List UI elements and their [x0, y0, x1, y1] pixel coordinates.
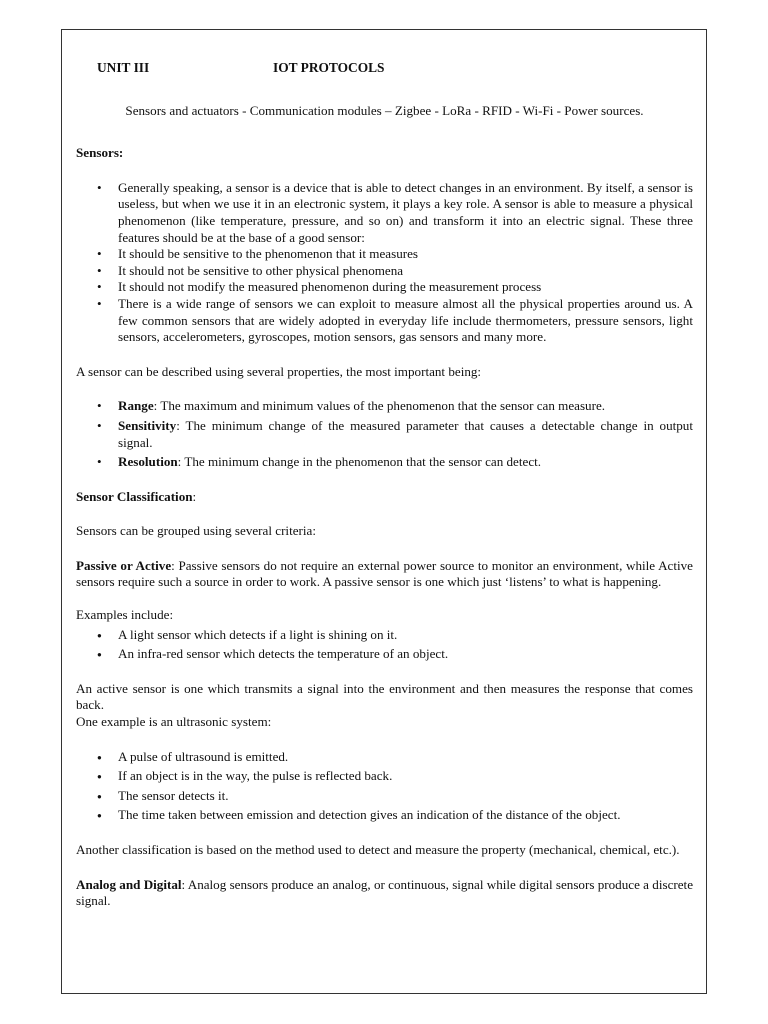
unit-title: IOT PROTOCOLS [273, 60, 385, 75]
property-term: Sensitivity [118, 417, 177, 433]
list-item: • It should not be sensitive to other physical phenomena [76, 263, 693, 280]
sensor-bullet-list [76, 180, 693, 346]
analog-digital-paragraph: Analog and Digital: Analog sensors produce an analog, or continuous, signal while digital sensors produce a discrete signal. [76, 876, 693, 909]
active-sensor-paragraph: An active sensor is one which transmits a signal into the environment and then measures the response that comes back. [76, 680, 693, 713]
list-item: • There is a wide range of sensors we can exploit to measure almost all the physical properties around us. A few common sensors that are widely adopted in everyday life include thermometers, pressure sensors, light sensors, accelerometers, gyroscopes, motion sensors, gas sensors and many more. [76, 296, 693, 346]
examples-intro: Examples include: [76, 607, 174, 623]
topics-subtitle: Sensors and actuators - Communication modules – Zigbee - LoRa - RFID - Wi-Fi - Power sources. [125, 102, 644, 118]
document-body [76, 60, 693, 910]
list-item: ● If an object is in the way, the pulse is reflected back. [76, 768, 693, 785]
list-item: • It should not modify the measured phenomenon during the measurement process [76, 279, 693, 296]
property-term: Resolution [118, 454, 178, 470]
classification-heading: Sensor Classification: [76, 488, 197, 504]
list-item: • Sensitivity: The minimum change of the measured parameter that causes a detectable change in output signal. [76, 418, 693, 451]
sensors-heading: Sensors: [76, 145, 124, 161]
ultrasonic-intro: One example is an ultrasonic system: [76, 714, 272, 730]
list-item: ● The time taken between emission and detection gives an indication of the distance of the object. [76, 807, 693, 824]
another-classification-paragraph: Another classification is based on the method used to detect and measure the property (mechanical, chemical, etc.). [76, 842, 680, 857]
unit-header [76, 60, 693, 77]
passive-examples-list [76, 627, 693, 663]
list-item: ● An infra-red sensor which detects the temperature of an object. [76, 646, 693, 663]
ultrasonic-steps-list [76, 749, 693, 824]
list-item: • Range: The maximum and minimum values of the phenomenon that the sensor can measure. [76, 398, 693, 415]
list-item: • It should be sensitive to the phenomenon that it measures [76, 246, 693, 263]
grouping-text: Sensors can be grouped using several criteria: [76, 523, 316, 539]
document-page [61, 29, 707, 994]
unit-label: UNIT III [97, 60, 150, 75]
list-item: • Generally speaking, a sensor is a device that is able to detect changes in an environment. By itself, a sensor is useless, but when we use it in an electronic system, it plays a key role. A sensor is able to measure a physical phenomenon (like temperature, pressure, and so on) and transform it into an electric signal. These three features should be at the base of a good sensor: [76, 180, 693, 246]
passive-active-paragraph: Passive or Active: Passive sensors do not require an external power source to monitor an environment, while Active sensors require such a source in order to work. A passive sensor is one which just ‘listens’ to what is happening. [76, 557, 693, 590]
properties-intro: A sensor can be described using several properties, the most important being: [76, 363, 482, 379]
list-item: ● A pulse of ultrasound is emitted. [76, 749, 693, 766]
list-item: • Resolution: The minimum change in the phenomenon that the sensor can detect. [76, 454, 693, 471]
list-item: ● The sensor detects it. [76, 788, 693, 805]
properties-list [76, 398, 693, 470]
list-item: ● A light sensor which detects if a light is shining on it. [76, 627, 693, 644]
property-term: Range [118, 398, 154, 414]
